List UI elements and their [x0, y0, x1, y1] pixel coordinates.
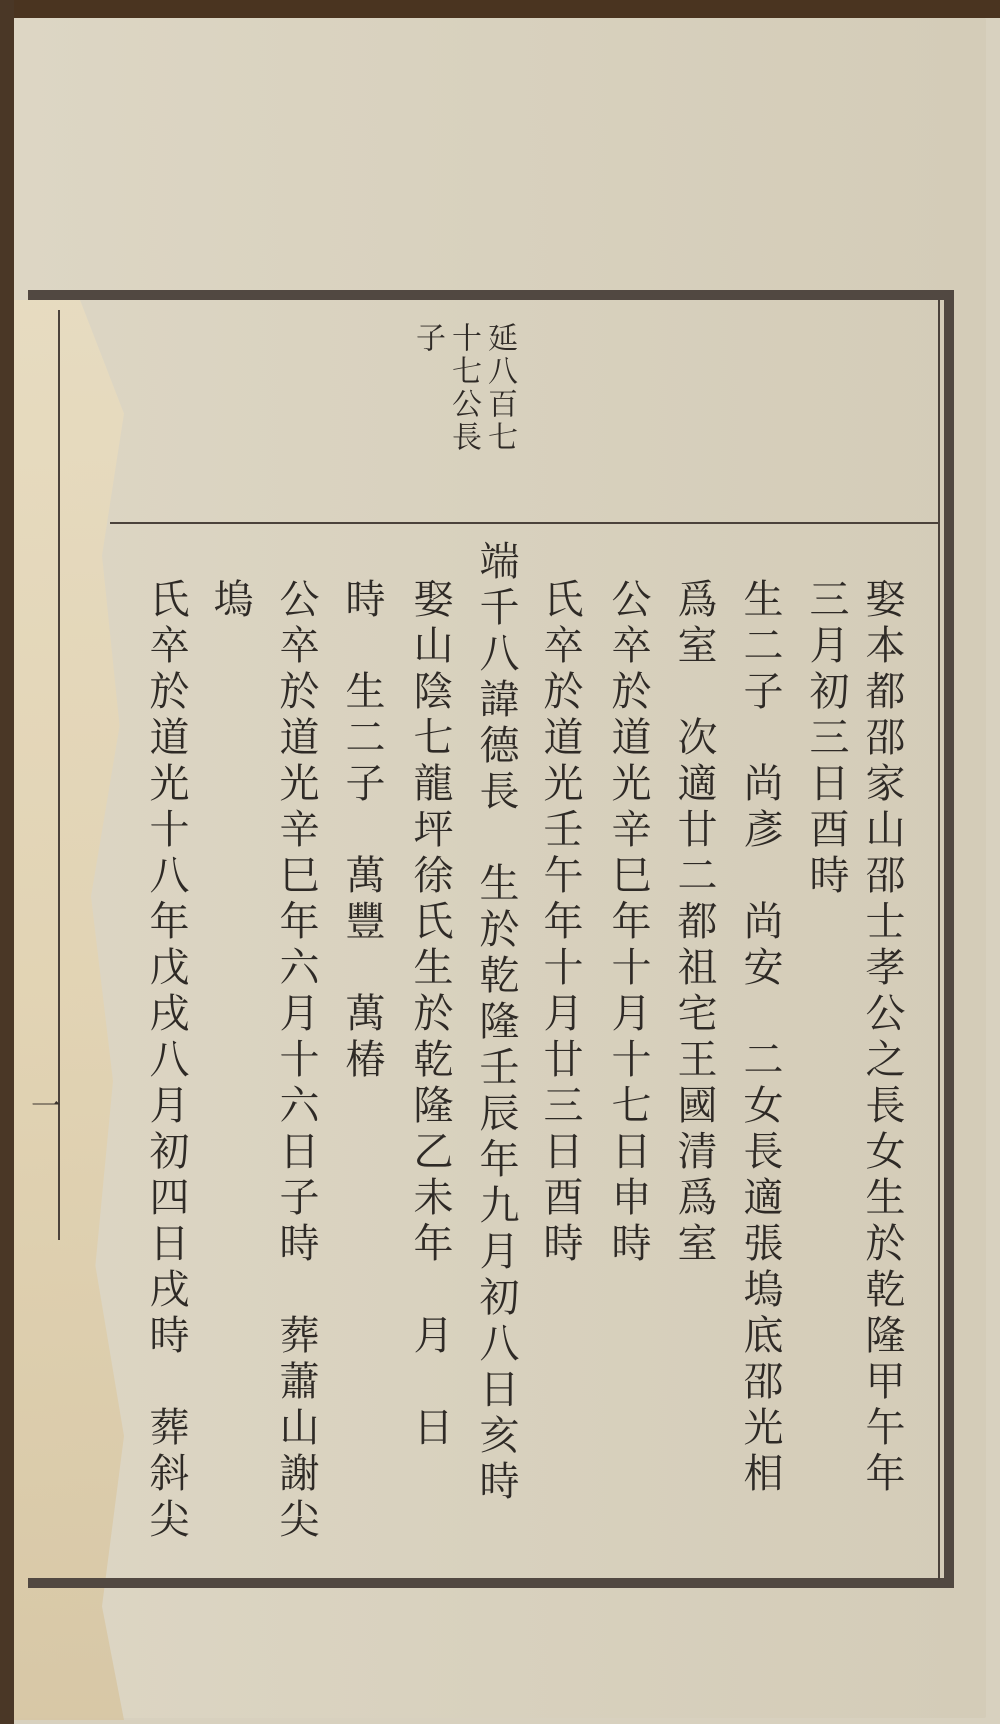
text-column-9: 時 生二子 萬豐 萬椿	[339, 578, 385, 1084]
text-column-11: 塢	[207, 578, 253, 624]
text-column-12: 氏卒於道光十八年戊戌八月初四日戌時 葬斜尖	[143, 578, 189, 1544]
header-note-line-3: 子	[410, 322, 445, 355]
text-column-10: 公卒於道光辛巳年六月十六日子時 葬蕭山謝尖	[273, 578, 319, 1544]
text-column-3: 生二子 尚彥 尚安 二女長適張塢底邵光相	[737, 578, 783, 1498]
header-divider	[110, 522, 940, 524]
text-column-6: 氏卒於道光壬午年十月廿三日酉時	[537, 578, 583, 1268]
text-column-2: 三月初三日酉時	[803, 578, 849, 900]
book-top-edge	[0, 0, 1000, 18]
frame-right-rule	[938, 300, 940, 1580]
header-note-line-2: 十七公長	[446, 322, 481, 454]
page-number: 一	[25, 1090, 60, 1120]
book-spine	[0, 0, 14, 1724]
header-note-line-1: 延八百七	[482, 322, 517, 454]
text-column-5: 公卒於道光辛巳年十月十七日申時	[605, 578, 651, 1268]
text-column-4: 爲室 次適廿二都祖宅王國清爲室	[671, 578, 717, 1268]
text-column-7: 端千八諱德長 生於乾隆壬辰年九月初八日亥時	[473, 540, 519, 1506]
text-column-8: 娶山陰七龍坪徐氏生於乾隆乙未年 月 日	[407, 578, 453, 1452]
text-column-1: 娶本都邵家山邵士孝公之長女生於乾隆甲午年	[859, 578, 905, 1498]
